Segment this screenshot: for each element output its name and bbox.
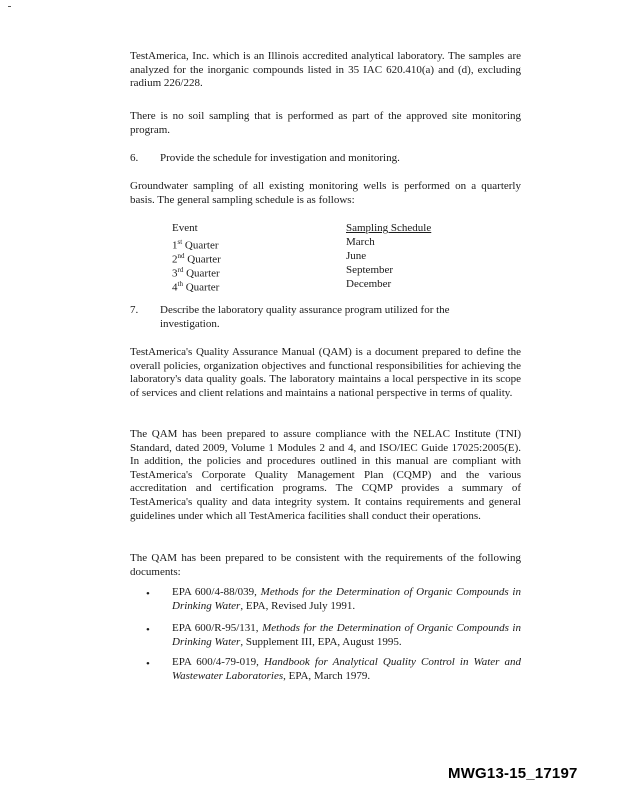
schedule-row-event: 4th Quarter <box>172 280 220 294</box>
bullet-icon: • <box>146 658 150 670</box>
schedule-row-month: December <box>346 278 392 290</box>
schedule-row-month: September <box>346 264 394 276</box>
paragraph-no-soil-sampling: There is no soil sampling that is performed as part of the approved site monitoring program. <box>130 110 521 136</box>
document-id-stamp: MWG13-15_17197 <box>448 765 578 782</box>
paragraph-qam-compliance: The QAM has been prepared to assure compliance with the NELAC Institute (TNI) Standard, dated 2009, Volume 1 Modules 2 and 4, and ISO/IEC Guide 17025:2005(E). In addition, the policies and procedures outlined in this manual are compliant with TestAmerica's Corporate Quality Management Plan (CQMP) and the various accreditation and certification programs. The CQMP provides a summary of TestAmerica's quality and data integrity system. It contains requirements and general guidelines under which all TestAmerica facilities shall conduct their operations. <box>130 428 521 522</box>
reference-item: EPA 600/4-79-019, Handbook for Analytical Quality Control in Water and Wastewater Laboratories, EPA, March 1979. <box>172 656 522 682</box>
item-7-number: 7. <box>130 304 139 316</box>
item-7-text: Describe the laboratory quality assurance program utilized for the investigation. <box>160 304 450 330</box>
paragraph-groundwater-sampling: Groundwater sampling of all existing monitoring wells is performed on a quarterly basis. The general sampling schedule is as follows: <box>130 180 521 206</box>
bullet-icon: • <box>146 588 150 600</box>
schedule-row-event: 1st Quarter <box>172 238 219 252</box>
item-6-text: Provide the schedule for investigation and monitoring. <box>160 152 400 164</box>
scan-mark <box>8 6 11 7</box>
schedule-row-event: 2nd Quarter <box>172 252 221 266</box>
schedule-row-month: March <box>346 236 375 248</box>
schedule-row-event: 3rd Quarter <box>172 266 220 280</box>
schedule-header-sampling: Sampling Schedule <box>346 222 432 234</box>
paragraph-qam-consistency: The QAM has been prepared to be consistent with the requirements of the following documents: <box>130 552 521 578</box>
reference-item: EPA 600/R-95/131, Methods for the Determination of Organic Compounds in Drinking Water, Supplement III, EPA, August 1995. <box>172 622 521 648</box>
schedule-row-month: June <box>346 250 367 262</box>
bullet-icon: • <box>146 624 150 636</box>
reference-item: EPA 600/4-88/039, Methods for the Determination of Organic Compounds in Drinking Water, EPA, Revised July 1991. <box>172 586 521 612</box>
paragraph-qam-definition: TestAmerica's Quality Assurance Manual (QAM) is a document prepared to define the overall policies, organization objectives and functional responsibilities for achieving the laboratory's data quality goals. The laboratory maintains a local perspective in its scope of services and client relations and maintains a national perspective in terms of quality. <box>130 346 521 399</box>
paragraph-lab-intro: TestAmerica, Inc. which is an Illinois accredited analytical laboratory. The samples are analyzed for the inorganic compounds listed in 35 IAC 620.410(a) and (d), excluding radium 226/228. <box>130 50 521 90</box>
item-6-number: 6. <box>130 152 139 164</box>
schedule-header-event: Event <box>172 222 198 234</box>
